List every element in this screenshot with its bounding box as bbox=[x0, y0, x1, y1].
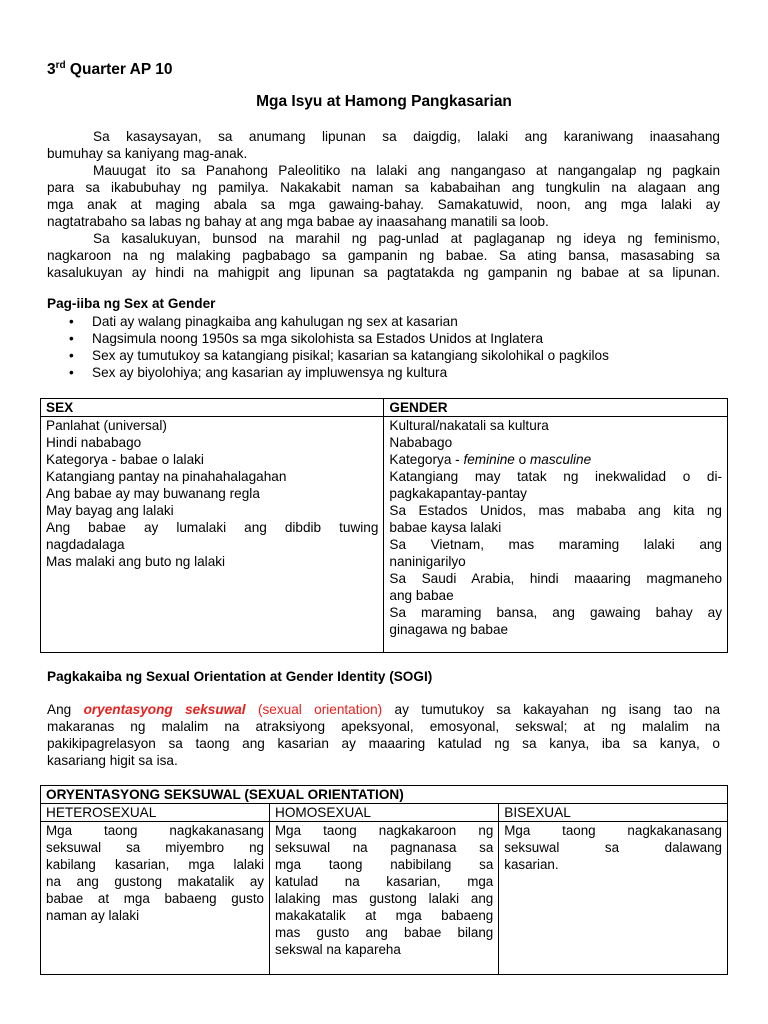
bisexual-definition: Mga taong nagkakanasang seksuwal sa dalawang kasarian. bbox=[499, 822, 728, 975]
intro-paragraph-2: Mauugat ito sa Panahong Paleolitiko na lalaki ang nangangaso at nangangalap ng pagkain para sa ikabubuhay ng pamilya. Nakakabit naman sa kababaihan ang tungkulin na alagaan ang mga anak at maging abala sa mga gawaing-bahay. Samakatuwid, noon, ang mga lalaki ay nagtatrabaho sa labas ng bahay at ang mga babae ay inaasahang manatili sa loob. bbox=[47, 163, 720, 229]
sexual-orientation-table bbox=[40, 785, 728, 975]
heterosexual-header: HETEROSEXUAL bbox=[41, 804, 270, 822]
sogi-term-english: (sexual orientation) bbox=[257, 702, 383, 717]
sogi-paragraph: Ang oryentasyong seksuwal (sexual orientation) ay tumutukoy sa kakayahan ng isang tao na makaranas ng malalim na atraksiyong apeksyonal, emosyonal, sekswal; at ng malalim na pakikipagrelasyon sa taong ang kasarian ay maaaring katulad ng sa kanya, iba sa kanya, o kasariang higit sa isa. bbox=[47, 702, 721, 768]
sex-gender-table bbox=[40, 398, 728, 653]
orientation-table-title: ORYENTASYONG SEKSUWAL (SEXUAL ORIENTATION) bbox=[41, 786, 728, 804]
gender-column-cell: Kultural/nakatali sa kultura Nababago Kategorya - feminine o masculine Katangiang may tatak ng inekwalidad o di- pagkakapantay-pantay Sa Estados Unidos, mas mababa ang kita ng babae kaysa lalaki Sa Vietnam, mas maraming lalaki ang naninigarilyo Sa Saudi Arabia, hindi maaaring magmaneho ang babae Sa maraming bansa, ang gawaing bahay ay ginagawa ng babae bbox=[384, 417, 728, 653]
homosexual-definition: Mga taong nagkakaroon ng seksuwal na pagnanasa sa mga taong nabibilang sa katulad na kasarian, mga lalaking mas gustong lalaki ang makakatalik at mga babaeng mas gusto ang babae bilang sekswal na kapareha bbox=[270, 822, 499, 975]
sogi-heading: Pagkakaiba ng Sexual Orientation at Gender Identity (SOGI) bbox=[47, 669, 433, 684]
list-item: • Nagsimula noong 1950s sa mga sikolohista sa Estados Unidos at Inglatera bbox=[69, 331, 544, 346]
sex-column-header: SEX bbox=[41, 399, 384, 417]
sex-column-cell: Panlahat (universal) Hindi nababago Kategorya - babae o lalaki Katangiang pantay na pinahahalagahan Ang babae ay may buwanang regla May bayag ang lalaki Ang babae ay lumalaki ang dibdib tuwing nagdadalaga Mas malaki ang buto ng lalaki bbox=[41, 417, 384, 653]
list-item: • Sex ay biyolohiya; ang kasarian ay impluwensya ng kultura bbox=[69, 365, 448, 380]
list-item: • Sex ay tumutukoy sa katangiang pisikal; kasarian sa katangiang sikolohikal o pagkilos bbox=[69, 348, 609, 363]
sogi-term: oryentasyong seksuwal bbox=[83, 702, 246, 717]
homosexual-header: HOMOSEXUAL bbox=[270, 804, 499, 822]
sex-gender-bullet-list bbox=[47, 313, 609, 381]
intro-paragraph-1: Sa kasaysayan, sa anumang lipunan sa daigdig, lalaki ang karaniwang inaasahang bumuhay sa kaniyang mag-anak. bbox=[47, 129, 720, 161]
quarter-label: 3rd Quarter AP 10 bbox=[47, 60, 173, 78]
sex-gender-heading: Pag-iiba ng Sex at Gender bbox=[47, 296, 216, 311]
gender-column-header: GENDER bbox=[384, 399, 728, 417]
list-item: • Dati ay walang pinagkaiba ang kahulugan ng sex at kasarian bbox=[69, 314, 458, 329]
heterosexual-definition: Mga taong nagkakanasang seksuwal sa miyembro ng kabilang kasarian, mga lalaki na ang gustong makatalik ay babae at mga babaeng gusto naman ay lalaki bbox=[41, 822, 270, 975]
intro-paragraph-3: Sa kasalukuyan, bunsod na marahil ng pag-unlad at paglaganap ng ideya ng feminismo, nagkaroon na ng malaking pagbabago sa gampanin ng babae. Sa ating bansa, masasabing sa kasalukuyan ay hindi na mahigpit ang lipunan sa pagtatakda ng gampanin ng babae at sa lipunan. bbox=[47, 231, 720, 280]
document-title: Mga Isyu at Hamong Pangkasarian bbox=[256, 93, 512, 110]
bisexual-header: BISEXUAL bbox=[499, 804, 728, 822]
